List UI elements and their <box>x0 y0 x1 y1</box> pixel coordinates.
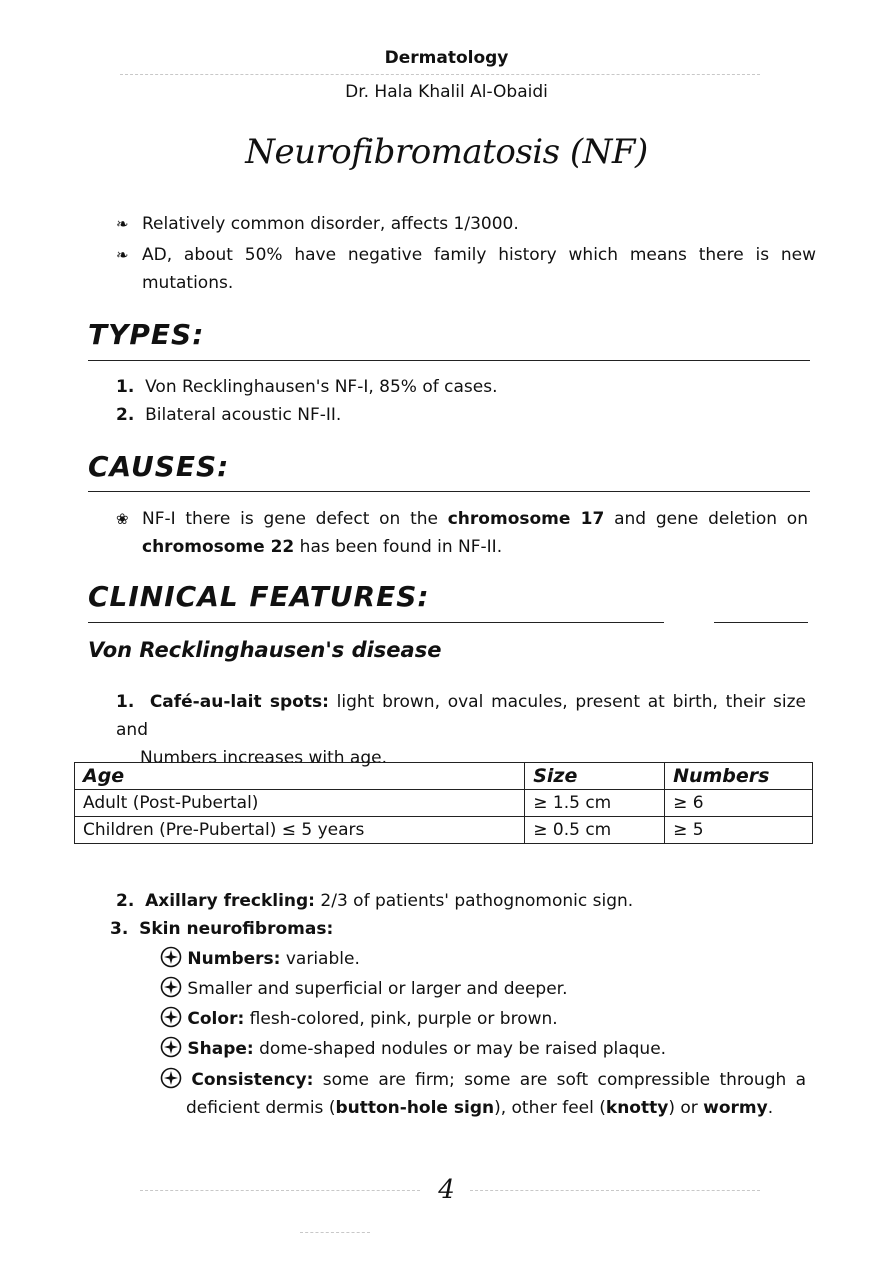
types-item-2: 2. Bilateral acoustic NF-II. <box>116 405 342 425</box>
subitem-size: Smaller and superficial or larger and deeper. <box>160 975 568 1003</box>
intro-item-2: ❧ AD, about 50% have negative family history which means there is new mutations. <box>116 241 816 297</box>
table-header-cell: Age <box>75 763 525 790</box>
header-divider <box>120 74 760 75</box>
causes-rule <box>88 491 810 492</box>
footer-mark <box>300 1232 370 1233</box>
table-header-row <box>75 763 813 790</box>
types-item-1: 1. Von Recklinghausen's NF-I, 85% of cases. <box>116 377 498 397</box>
table-cell: Adult (Post-Pubertal) <box>75 790 525 817</box>
page-number: 4 <box>438 1175 455 1205</box>
table-cell: ≥ 1.5 cm <box>525 790 665 817</box>
subitem-consistency: Consistency: some are firm; some are soft compressible through a deficient dermis (button-hole sign), other feel (knotty) or wormy. <box>160 1066 806 1122</box>
author-header: Dr. Hala Khalil Al-Obaidi <box>345 82 548 102</box>
table-cell: ≥ 5 <box>665 817 813 844</box>
clinical-rule-tail <box>714 622 808 623</box>
table-row <box>75 817 813 844</box>
subitem-color: Color: flesh-colored, pink, purple or brown. <box>160 1005 558 1033</box>
types-rule <box>88 360 810 361</box>
subitem-numbers: Numbers: variable. <box>160 945 360 973</box>
cafe-au-lait-table <box>74 762 813 844</box>
leaf-bullet-icon: ❧ <box>116 215 129 233</box>
subitem-shape: Shape: dome-shaped nodules or may be raised plaque. <box>160 1035 666 1063</box>
causes-paragraph: ❀ NF-I there is gene defect on the chromosome 17 and gene deletion on chromosome 22 has been found in NF-II. <box>116 505 808 561</box>
clinical-item-3: 3. Skin neurofibromas: <box>110 919 334 939</box>
clinical-rule <box>88 622 664 623</box>
table-cell: ≥ 0.5 cm <box>525 817 665 844</box>
clinical-item-2: 2. Axillary freckling: 2/3 of patients' pathognomonic sign. <box>116 891 634 911</box>
table-cell: ≥ 6 <box>665 790 813 817</box>
circled-cross-icon <box>160 1067 182 1089</box>
page-title: Neurofibromatosis (NF) <box>245 132 648 172</box>
table-row <box>75 790 813 817</box>
subitem-consistency-cont: deficient dermis (button-hole sign), other feel (knotty) or wormy. <box>186 1098 774 1118</box>
clinical-item-1: 1. Café-au-lait spots: light brown, oval macules, present at birth, their size and Numbers increases with age. <box>116 692 806 768</box>
flower-bullet-icon: ❀ <box>116 510 129 528</box>
types-heading: TYPES: <box>88 318 205 351</box>
subject-header: Dermatology <box>384 48 509 68</box>
circled-cross-icon <box>160 1006 182 1028</box>
table-header-cell: Size <box>525 763 665 790</box>
intro-item-1: ❧ Relatively common disorder, affects 1/3000. <box>116 210 816 238</box>
subheading: Von Recklinghausen's disease <box>88 638 442 662</box>
clinical-heading: CLINICAL FEATURES: <box>88 580 430 613</box>
table-header-cell: Numbers <box>665 763 813 790</box>
causes-heading: CAUSES: <box>88 450 230 483</box>
circled-cross-icon <box>160 976 182 998</box>
circled-cross-icon <box>160 1036 182 1058</box>
circled-cross-icon <box>160 946 182 968</box>
table-cell: Children (Pre-Pubertal) ≤ 5 years <box>75 817 525 844</box>
leaf-bullet-icon: ❧ <box>116 246 129 264</box>
